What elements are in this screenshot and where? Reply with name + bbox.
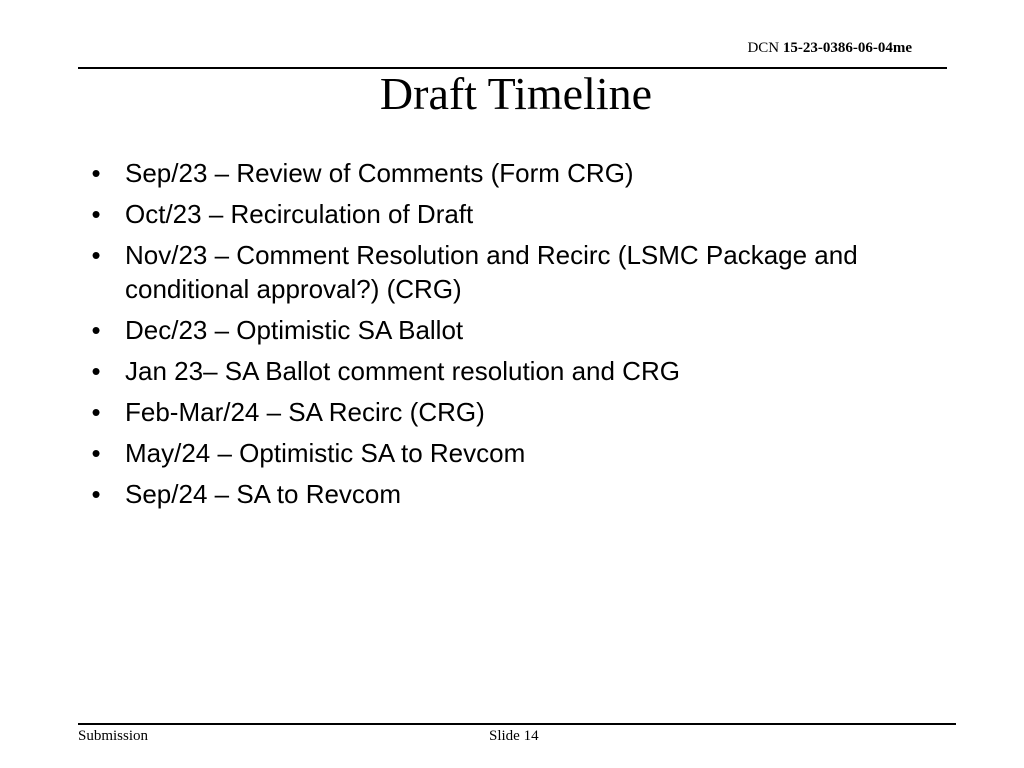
bullet-text: May/24 – Optimistic SA to Revcom bbox=[125, 438, 526, 468]
bullet-glyph: • bbox=[91, 158, 101, 188]
slide-number: Slide 14 bbox=[489, 728, 539, 744]
bullet-item bbox=[84, 313, 954, 347]
bullet-list bbox=[84, 156, 954, 518]
bullet-glyph: • bbox=[91, 315, 101, 345]
bullet-glyph: • bbox=[91, 397, 101, 427]
bullet-item bbox=[84, 156, 954, 190]
document-control-number bbox=[747, 40, 912, 57]
bullet-item bbox=[84, 354, 954, 388]
bullet-glyph: • bbox=[91, 240, 101, 270]
dcn-number: 15-23-0386-06-04me bbox=[782, 40, 912, 56]
bullet-text: Nov/23 – Comment Resolution and Recirc (LSMC Package and conditional approval?) (CRG) bbox=[125, 240, 858, 304]
bullet-item bbox=[84, 238, 954, 306]
footer-divider bbox=[78, 723, 956, 725]
bullet-item bbox=[84, 197, 954, 231]
dcn-label: DCN bbox=[747, 40, 780, 56]
slide-title: Draft Timeline bbox=[379, 68, 653, 119]
bullet-glyph: • bbox=[91, 479, 101, 509]
bullet-text: Dec/23 – Optimistic SA Ballot bbox=[125, 315, 464, 345]
bullet-item bbox=[84, 395, 954, 429]
bullet-glyph: • bbox=[91, 199, 101, 229]
bullet-text: Sep/23 – Review of Comments (Form CRG) bbox=[125, 158, 634, 188]
bullet-item bbox=[84, 477, 954, 511]
bullet-text: Jan 23– SA Ballot comment resolution and CRG bbox=[125, 356, 680, 386]
bullet-item bbox=[84, 436, 954, 470]
footer-submission: Submission bbox=[78, 728, 149, 744]
bullet-text: Feb-Mar/24 – SA Recirc (CRG) bbox=[125, 397, 485, 427]
bullet-text: Sep/24 – SA to Revcom bbox=[125, 479, 402, 509]
bullet-text: Oct/23 – Recirculation of Draft bbox=[125, 199, 474, 229]
bullet-glyph: • bbox=[91, 438, 101, 468]
bullet-glyph: • bbox=[91, 356, 101, 386]
